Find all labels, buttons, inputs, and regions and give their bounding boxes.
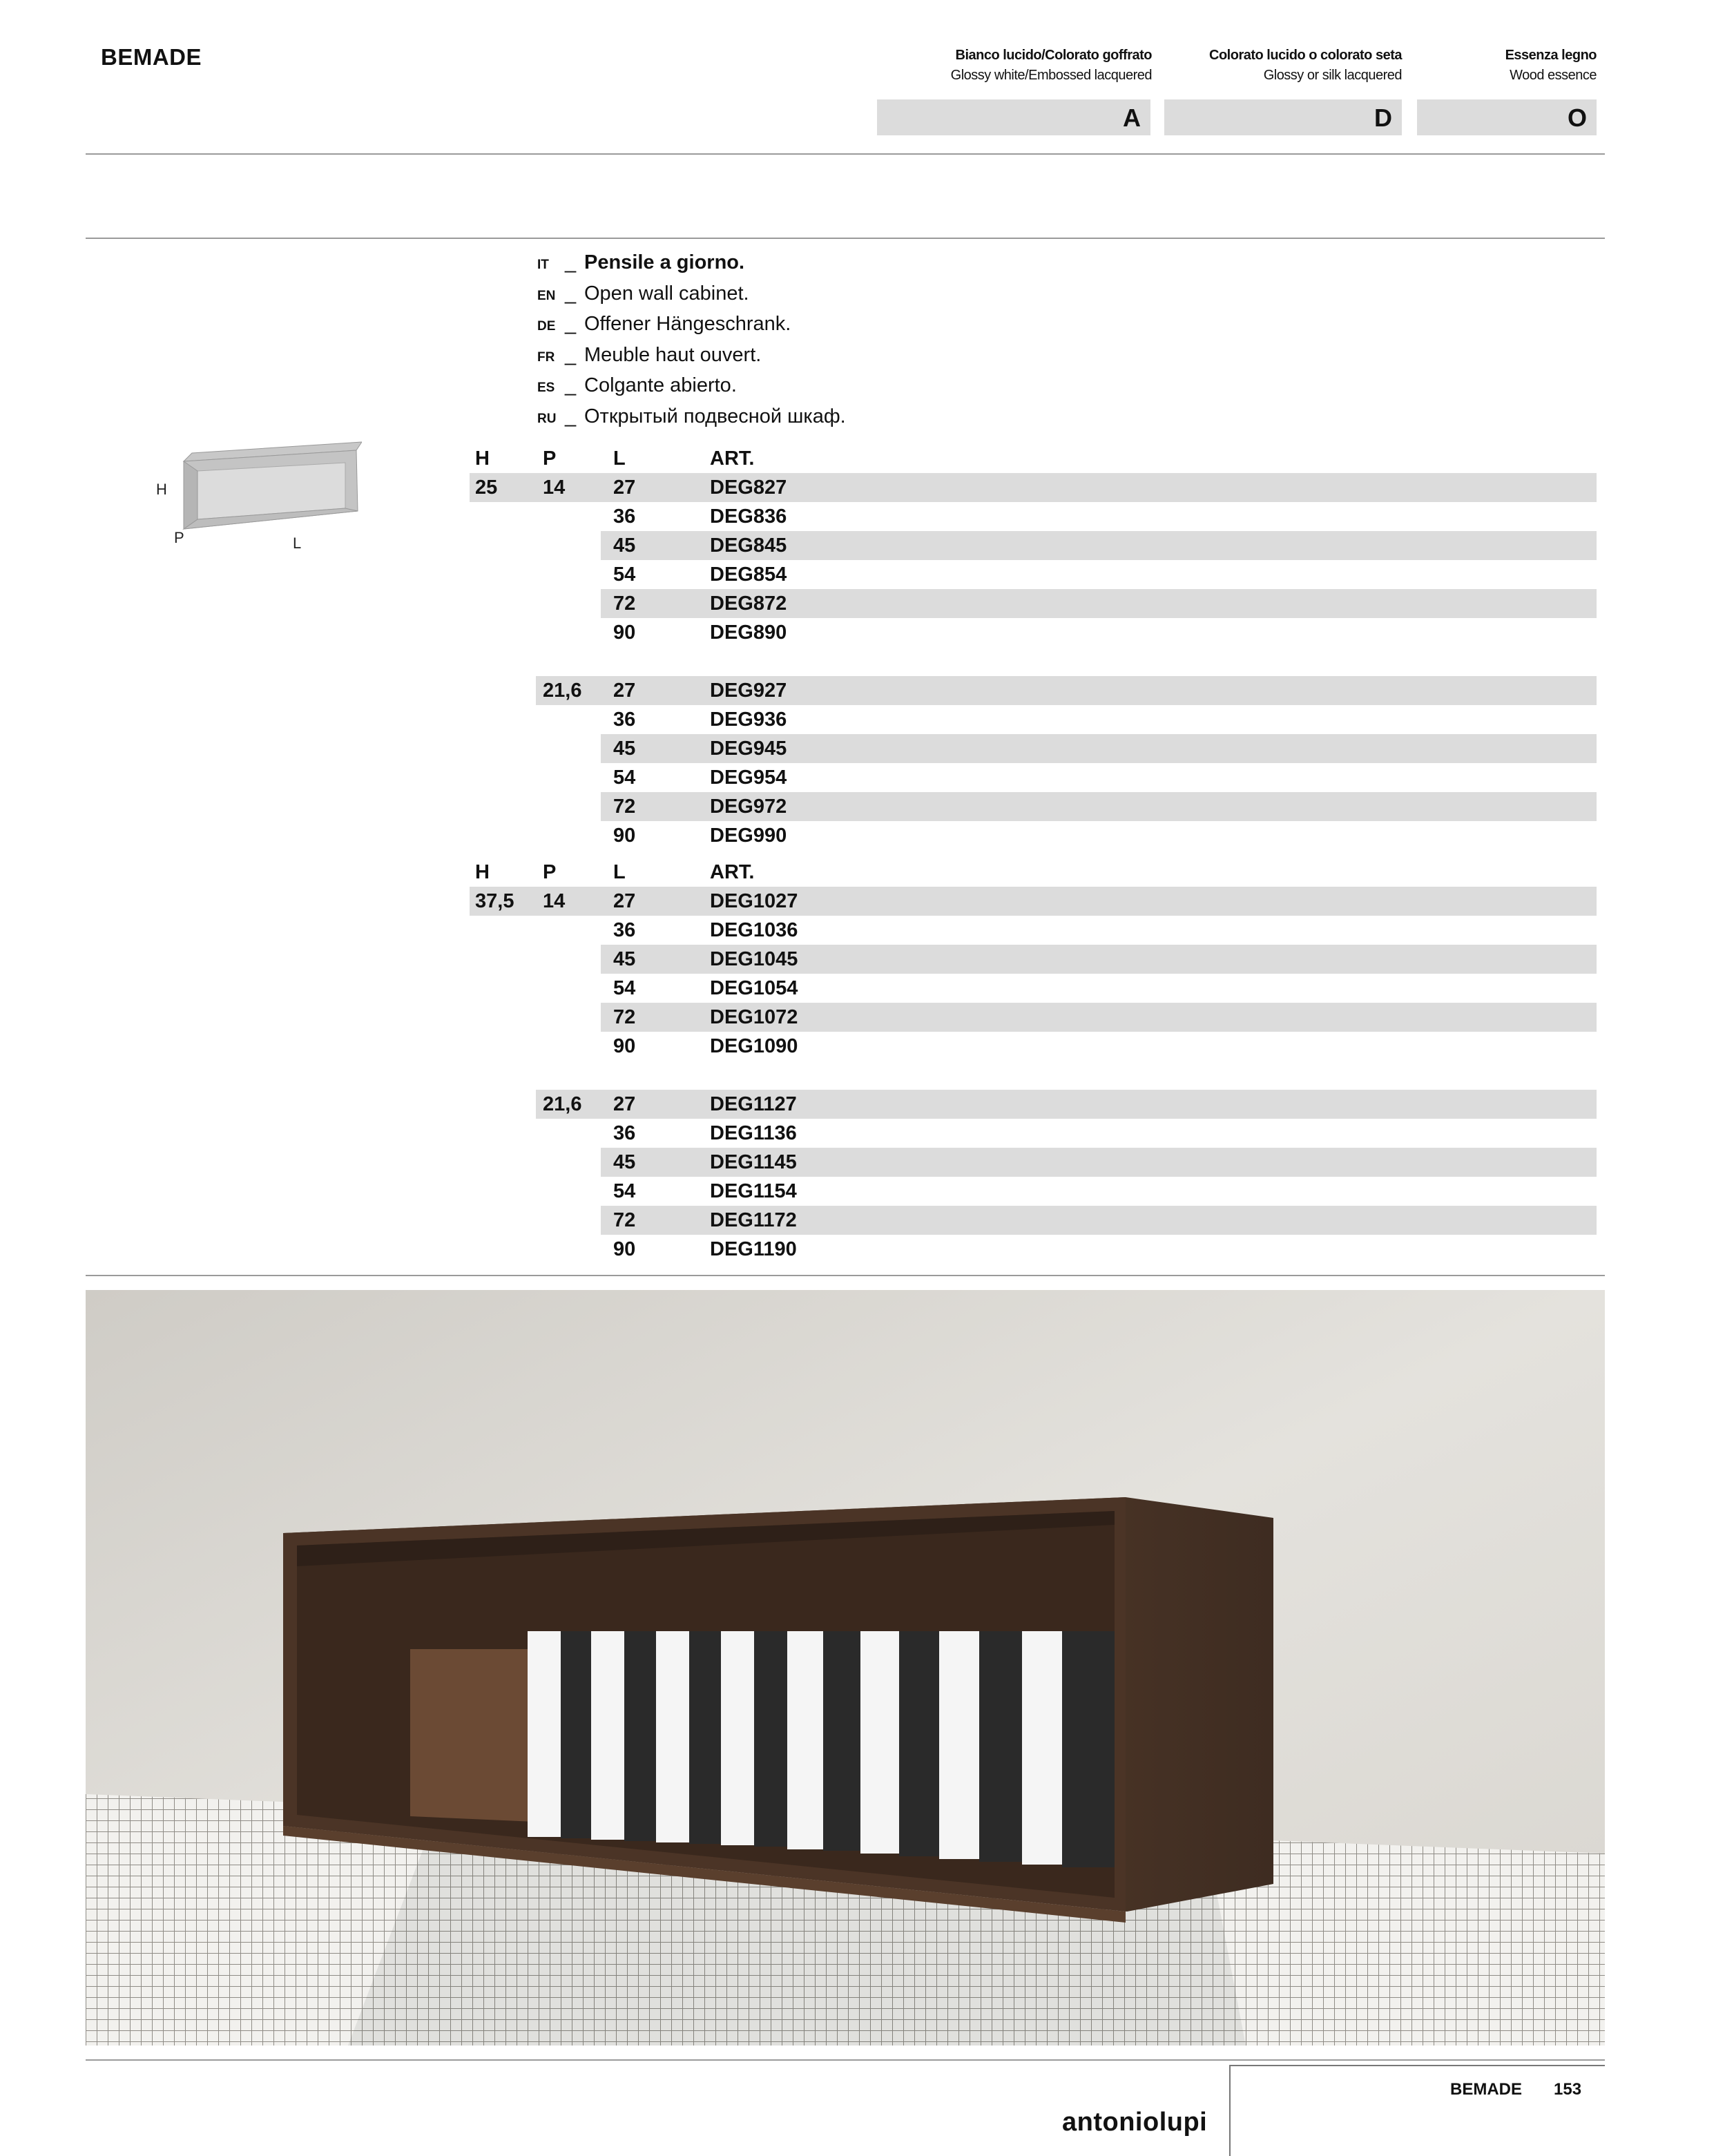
dimension-table-2: [470, 858, 1597, 1264]
table-row: 72 DEG1072: [470, 1003, 1597, 1032]
table-row: 36 DEG1036: [613, 919, 798, 941]
table-row: 72 DEG972: [470, 792, 1597, 821]
divider: [86, 153, 1605, 155]
diagram-label-h: H: [156, 481, 167, 498]
finish-d-title: Colorato lucido o colorato seta: [1209, 48, 1402, 63]
table-row: 45 DEG845: [470, 531, 1597, 560]
page-title: BEMADE: [101, 44, 202, 70]
page-number: 153: [1554, 2080, 1582, 2099]
description-fr: FR _ Meuble haut ouvert.: [537, 343, 762, 366]
divider: [86, 238, 1605, 239]
footer-collection: BEMADE: [1450, 2080, 1523, 2099]
product-description: [537, 249, 846, 433]
finish-code-d: D: [1164, 99, 1402, 135]
table-row: 90 DEG1190: [613, 1238, 797, 1260]
table-header: H P L ART.: [475, 861, 755, 883]
table-row: 72 DEG872: [470, 589, 1597, 618]
table-row: 54 DEG1054: [613, 977, 798, 999]
table-row: 21,6 27 DEG927: [470, 676, 1597, 705]
table-row: 21,6 27 DEG1127: [470, 1090, 1597, 1119]
finish-a-subtitle: Glossy white/Embossed lacquered: [950, 68, 1152, 83]
table-row: 54 DEG954: [613, 767, 787, 789]
diagram-label-p: P: [174, 529, 184, 546]
product-photo: [86, 1290, 1605, 2046]
description-es: ES _ Colgante abierto.: [537, 374, 737, 396]
table-header: H P L ART.: [475, 447, 755, 470]
footer-box: [1229, 2065, 1605, 2156]
table-row: 36 DEG936: [613, 709, 787, 731]
table-row: 45 DEG945: [470, 734, 1597, 763]
description-en: EN _ Open wall cabinet.: [537, 282, 749, 305]
cabinet-diagram: [180, 441, 362, 544]
table-row: 25 14 27 DEG827: [470, 473, 1597, 502]
description-de: DE _ Offener Hängeschrank.: [537, 313, 791, 335]
table-row: 90 DEG990: [613, 825, 787, 847]
finish-a-label: [876, 46, 1152, 86]
dimension-table-1: [470, 444, 1597, 850]
table-row: 90 DEG890: [613, 622, 787, 644]
finish-code-o: O: [1417, 99, 1597, 135]
divider: [86, 2059, 1605, 2061]
table-row: 36 DEG1136: [613, 1122, 797, 1144]
table-row: 45 DEG1145: [470, 1148, 1597, 1177]
table-row: 37,5 14 27 DEG1027: [470, 887, 1597, 916]
finish-code-a: A: [877, 99, 1150, 135]
table-row: 54 DEG1154: [613, 1180, 797, 1202]
table-row: 45 DEG1045: [470, 945, 1597, 974]
divider: [86, 1275, 1605, 1276]
table-row: 36 DEG836: [613, 506, 787, 528]
finish-d-subtitle: Glossy or silk lacquered: [1263, 68, 1402, 83]
finish-o-subtitle: Wood essence: [1510, 68, 1597, 83]
finish-o-label: [1320, 46, 1597, 86]
finish-o-title: Essenza legno: [1505, 48, 1597, 63]
finish-a-title: Bianco lucido/Colorato goffrato: [955, 48, 1152, 63]
diagram-label-l: L: [293, 535, 302, 552]
table-row: 72 DEG1172: [470, 1206, 1597, 1235]
description-ru: RU _ Открытый подвесной шкаф.: [537, 405, 846, 427]
table-row: 90 DEG1090: [613, 1035, 798, 1057]
table-row: 54 DEG854: [613, 564, 787, 586]
brand-logo: antoniolupi: [1062, 2108, 1208, 2137]
description-it: IT _ Pensile a giorno.: [537, 251, 745, 273]
